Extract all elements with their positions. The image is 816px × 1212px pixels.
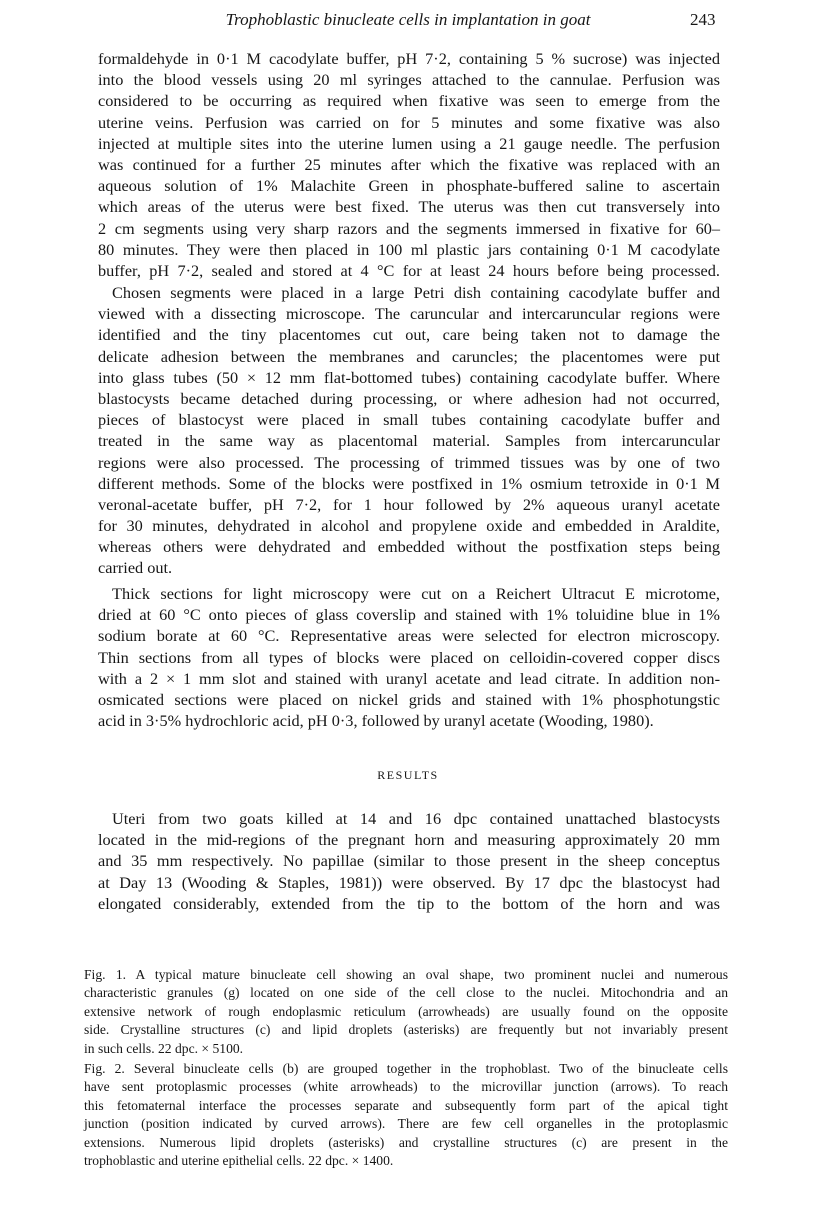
- text-line: into glass tubes (50 × 12 mm flat-bottomed tubes) containing cacodylate buffer. Where: [98, 367, 720, 387]
- text-line: aqueous solution of 1% Malachite Green in phosphate-buffered saline to ascertain: [98, 176, 720, 196]
- text-line: Thick sections for light microscopy were cut on a Reichert Ultracut E microtome,: [112, 584, 720, 603]
- figure-1-caption: [84, 966, 728, 1058]
- text-line: Thin sections from all types of blocks were placed on celloidin-covered copper discs: [98, 647, 720, 667]
- text-line: different methods. Some of the blocks were postfixed in 1% osmium tetroxide in 0·1 M: [98, 473, 720, 493]
- text-line: Chosen segments were placed in a large Petri dish containing cacodylate buffer and: [112, 283, 720, 302]
- text-line: with a 2 × 1 mm slot and stained with uranyl acetate and lead citrate. In addition non-: [98, 668, 720, 688]
- text-line: elongated considerably, extended from the tip to the bottom of the horn and was: [98, 893, 720, 913]
- text-line: dried at 60 °C onto pieces of glass coverslip and stained with 1% toluidine blue in 1%: [98, 605, 720, 625]
- text-line: whereas others were dehydrated and embedded without the postfixation steps being: [98, 537, 720, 557]
- methods-paragraph-1: [98, 48, 720, 281]
- text-line: formaldehyde in 0·1 M cacodylate buffer, pH 7·2, containing 5 % sucrose) was injected: [98, 49, 720, 68]
- text-line: extensions. Numerous lipid droplets (asterisks) and crystalline structures (c) are present in the: [84, 1134, 728, 1150]
- text-line: sodium borate at 60 °C. Representative areas were selected for electron microscopy.: [98, 626, 720, 646]
- text-line: Fig. 2. Several binucleate cells (b) are grouped together in the trophoblast. Two of the binucleate cells: [84, 1061, 728, 1076]
- section-heading-results: RESULTS: [377, 768, 439, 782]
- text-line: trophoblastic and uterine epithelial cells. 22 dpc. × 1400.: [84, 1152, 394, 1168]
- text-line: pieces of blastocyst were placed in small tubes containing cacodylate buffer and: [98, 410, 720, 430]
- page-number: 243: [690, 10, 716, 29]
- text-line: viewed with a dissecting microscope. The caruncular and intercaruncular regions were: [98, 304, 720, 324]
- text-line: at Day 13 (Wooding & Staples, 1981)) were observed. By 17 dpc the blastocyst had: [98, 872, 720, 892]
- text-line: acid in 3·5% hydrochloric acid, pH 0·3, followed by uranyl acetate (Wooding, 1980).: [98, 711, 654, 731]
- text-line: buffer, pH 7·2, sealed and stored at 4 °C for at least 24 hours before being processed.: [98, 260, 720, 280]
- text-line: characteristic granules (g) located on one side of the cell close to the nuclei. Mitochondria and an: [84, 985, 728, 1001]
- text-line: extensive network of rough endoplasmic reticulum (arrowheads) are usually found on the opposite: [84, 1003, 728, 1019]
- figure-2-caption: [84, 1060, 728, 1170]
- text-line: carried out.: [98, 558, 173, 578]
- text-line: delicate adhesion between the membranes and caruncles; the placentomes were put: [98, 346, 720, 366]
- text-line: which areas of the uterus were best fixed. The uterus was then cut transversely into: [98, 197, 720, 217]
- text-line: into the blood vessels using 20 ml syringes attached to the cannulae. Perfusion was: [98, 70, 720, 90]
- text-line: in such cells. 22 dpc. × 5100.: [84, 1040, 244, 1056]
- methods-paragraph-3: [98, 583, 720, 731]
- text-line: side. Crystalline structures (c) and lipid droplets (asterisks) are frequently but not invariably present: [84, 1022, 728, 1038]
- text-line: 2 cm segments using very sharp razors and the segments immersed in fixative for 60–: [98, 218, 720, 238]
- text-line: junction (position indicated by curved arrows). There are few cell organelles in the protoplasmic: [84, 1116, 728, 1132]
- text-line: and 35 mm respectively. No papillae (similar to those present in the sheep conceptus: [98, 851, 720, 871]
- text-line: uterine veins. Perfusion was carried on for 5 minutes and some fixative was also: [98, 112, 720, 132]
- methods-paragraph-2: [98, 282, 720, 579]
- text-line: injected at multiple sites into the uterine lumen using a 21 gauge needle. The perfusion: [98, 133, 720, 153]
- text-line: this fetomaternal interface the processes separate and subsequently form part of the apical tight: [84, 1097, 728, 1113]
- text-line: for 30 minutes, dehydrated in alcohol and propylene oxide and embedded in Araldite,: [98, 516, 720, 536]
- text-line: have sent protoplasmic processes (white arrowheads) to the microvillar junction (arrows). To reach: [84, 1079, 728, 1095]
- text-line: 80 minutes. They were then placed in 100 ml plastic jars containing 0·1 M cacodylate: [98, 239, 720, 259]
- text-line: located in the mid-regions of the pregnant horn and measuring approximately 20 mm: [98, 830, 720, 850]
- text-line: considered to be occurring as required when fixative was seen to emerge from the: [98, 91, 720, 111]
- text-line: osmicated sections were placed on nickel grids and stained with 1% phosphotungstic: [98, 689, 720, 709]
- text-line: regions were also processed. The processing of trimmed tissues was by one of two: [98, 452, 720, 472]
- text-line: blastocysts became detached during processing, or where adhesion had not occurred,: [98, 388, 720, 408]
- text-line: identified and the tiny placentomes cut out, care being taken not to damage the: [98, 325, 720, 345]
- text-line: was continued for a further 25 minutes after which the fixative was replaced with an: [98, 154, 720, 174]
- running-header: Trophoblastic binucleate cells in implantation in goat: [225, 10, 591, 29]
- text-line: Uteri from two goats killed at 14 and 16 dpc contained unattached blastocysts: [112, 809, 720, 828]
- text-line: veronal-acetate buffer, pH 7·2, for 1 hour followed by 2% aqueous uranyl acetate: [98, 494, 720, 514]
- results-paragraph: [98, 808, 720, 914]
- text-line: treated in the same way as placentomal material. Samples from intercaruncular: [98, 431, 720, 451]
- text-line: Fig. 1. A typical mature binucleate cell showing an oval shape, two prominent nuclei and numerous: [84, 967, 728, 982]
